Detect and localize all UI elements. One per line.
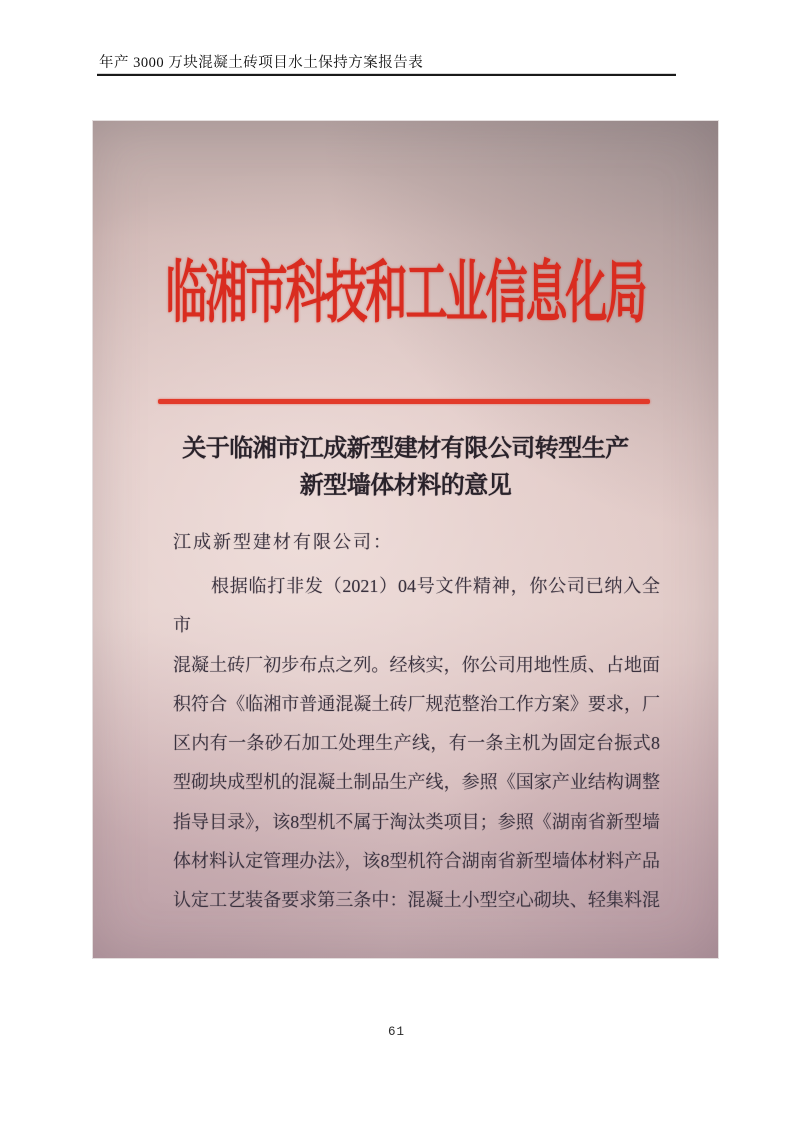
body-line: 指导目录》，该8型机不属于淘汰类项目；参照《湖南省新型墙 — [173, 811, 660, 832]
body-line: 型砌块成型机的混凝土制品生产线，参照《国家产业结构调整 — [173, 772, 660, 793]
header-title: 年产 3000 万块混凝土砖项目水土保持方案报告表 — [99, 55, 424, 71]
body-line: 混凝土砖厂初步布点之列。经核实，你公司用地性质、占地面 — [173, 654, 660, 675]
scanned-document-photo — [93, 121, 718, 958]
body-line: 根据临打非发（2021）04号文件精神，你公司已纳入全市 — [173, 576, 660, 636]
page-number: 61 — [387, 1025, 405, 1039]
body-line: 积符合《临湘市普通混凝土砖厂规范整治工作方案》要求，厂 — [173, 693, 660, 714]
agency-title: 临湘市科技和工业信息化局 — [165, 257, 646, 333]
document-title-line2: 新型墙体材料的意见 — [299, 473, 512, 499]
header-divider — [97, 72, 676, 76]
body-line: 认定工艺装备要求第三条中：混凝土小型空心砌块、轻集料混 — [173, 890, 660, 911]
document-body — [173, 567, 660, 921]
document-title-line1: 关于临湘市江成新型建材有限公司转型生产 — [182, 436, 629, 462]
red-divider — [158, 399, 650, 404]
body-line: 体材料认定管理办法》，该8型机符合湖南省新型墙体材料产品 — [173, 851, 660, 872]
document-title — [93, 431, 718, 505]
salutation: 江成新型建材有限公司： — [173, 532, 393, 552]
body-line: 区内有一条砂石加工处理生产线，有一条主机为固定台振式8 — [173, 733, 660, 754]
